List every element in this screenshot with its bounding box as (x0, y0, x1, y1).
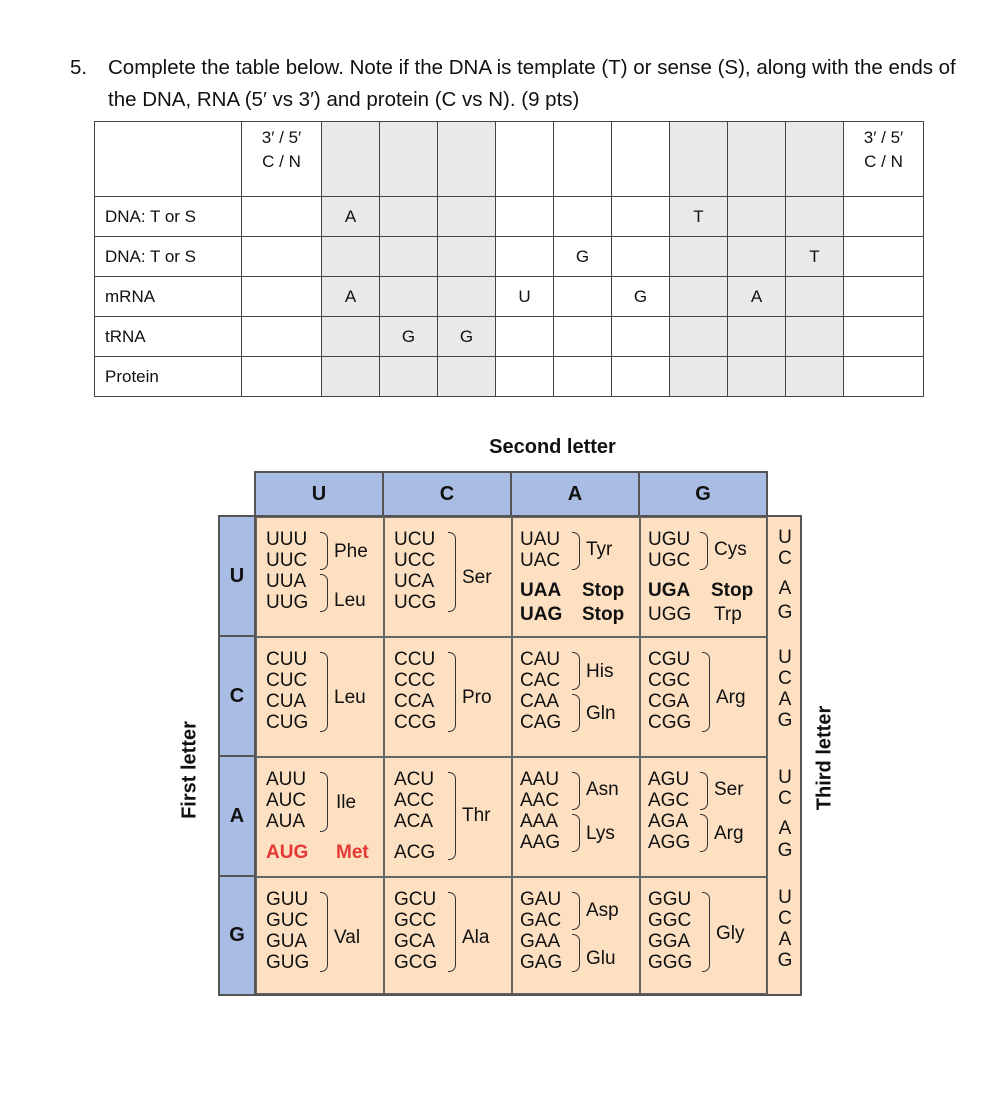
table-cell[interactable] (380, 277, 438, 317)
stop-codon: UAG (520, 604, 563, 625)
third-letter: G (777, 602, 793, 623)
codon-label: ACA (394, 811, 434, 832)
row-label: Protein (95, 357, 242, 397)
codon-label: CUA (266, 691, 307, 712)
codon-label: CUG (266, 712, 309, 733)
row-label: DNA: T or S (95, 197, 242, 237)
table-row (95, 277, 924, 317)
table-cell[interactable] (728, 317, 786, 357)
codon-label: UUC (266, 550, 308, 571)
table-cell[interactable] (554, 317, 612, 357)
table-cell[interactable] (496, 237, 554, 277)
amino-acid: Lys (586, 823, 615, 844)
codon-label: AUA (266, 811, 306, 832)
col-header-c: C (382, 471, 512, 517)
third-letter: G (777, 840, 793, 861)
third-letter: A (778, 578, 792, 599)
first-letter-title: First letter (178, 721, 201, 819)
right-end-header[interactable]: 3′ / 5′ C / N (844, 122, 924, 197)
table-cell[interactable] (242, 317, 322, 357)
third-letter: U (778, 527, 792, 548)
third-letter: G (777, 950, 793, 971)
codon-label: GGC (648, 910, 692, 931)
header-cell (670, 122, 728, 197)
codon-label: ACU (394, 769, 435, 790)
codon-label: CCU (394, 649, 436, 670)
codon-label: UAC (520, 550, 561, 571)
table-cell[interactable] (612, 357, 670, 397)
table-row (95, 357, 924, 397)
codon-label: CGU (648, 649, 691, 670)
table-cell[interactable] (322, 237, 380, 277)
codon-label: GUC (266, 910, 309, 931)
amino-acid: Ser (714, 779, 744, 800)
bracket (700, 532, 708, 570)
header-cell (612, 122, 670, 197)
table-cell[interactable]: G (612, 277, 670, 317)
codon-label: AGC (648, 790, 690, 811)
codon-label: AGU (648, 769, 690, 790)
stop-label: Stop (582, 604, 625, 625)
bracket (448, 652, 456, 732)
codon-label: ACC (394, 790, 435, 811)
third-letter: A (778, 689, 792, 710)
table-cell[interactable] (786, 317, 844, 357)
amino-acid: Trp (714, 604, 742, 625)
codon-label: AUC (266, 790, 307, 811)
header-cell (786, 122, 844, 197)
codon-label: UCG (394, 592, 437, 613)
codon-label: AGG (648, 832, 691, 853)
third-letter: U (778, 647, 792, 668)
codon-label: CAU (520, 649, 561, 670)
codon-label: CCA (394, 691, 435, 712)
codon-label: GAU (520, 889, 562, 910)
amino-acid: Asp (586, 900, 619, 921)
table-cell[interactable]: G (380, 317, 438, 357)
table-cell[interactable]: A (322, 277, 380, 317)
table-cell[interactable]: T (670, 197, 728, 237)
codon-label: UUA (266, 571, 307, 592)
header-cell (554, 122, 612, 197)
codon-label: UUU (266, 529, 308, 550)
table-cell[interactable] (728, 197, 786, 237)
bracket (320, 652, 328, 732)
codon-label: GCU (394, 889, 437, 910)
table-cell[interactable] (438, 197, 496, 237)
header-cell (496, 122, 554, 197)
col-header-a: A (510, 471, 640, 517)
codon-label: GUA (266, 931, 308, 952)
codon-grid (254, 515, 768, 996)
bracket (700, 772, 708, 810)
codon-label: UGU (648, 529, 691, 550)
amino-acid: Arg (716, 687, 746, 708)
table-cell[interactable]: A (728, 277, 786, 317)
bracket (702, 652, 710, 732)
table-cell[interactable] (844, 277, 924, 317)
codon-label: GGG (648, 952, 693, 973)
third-letter: C (778, 668, 792, 689)
table-cell[interactable] (380, 197, 438, 237)
amino-acid: His (586, 661, 614, 682)
bracket (700, 814, 708, 852)
row-header-u: U (218, 515, 256, 637)
amino-acid: Phe (334, 541, 368, 562)
third-letter: A (778, 818, 792, 839)
bracket (448, 532, 456, 612)
codon-label: UAU (520, 529, 561, 550)
codon-label: AAG (520, 832, 561, 853)
amino-acid: Pro (462, 687, 492, 708)
bracket (572, 652, 580, 690)
codon-label: CAC (520, 670, 561, 691)
codon-label: AUU (266, 769, 307, 790)
codon-label: GAG (520, 952, 563, 973)
table-row (95, 197, 924, 237)
codon-label: UCA (394, 571, 435, 592)
header-cell (322, 122, 380, 197)
bracket (448, 892, 456, 972)
amino-acid: Val (334, 927, 361, 948)
table-cell[interactable] (438, 237, 496, 277)
table-cell[interactable] (554, 357, 612, 397)
bracket (448, 772, 456, 860)
table-cell[interactable] (322, 317, 380, 357)
table-cell[interactable] (612, 197, 670, 237)
bracket (572, 814, 580, 852)
codon-label: UGC (648, 550, 691, 571)
table-cell[interactable] (242, 197, 322, 237)
third-letter: U (778, 767, 792, 788)
table-cell[interactable] (786, 197, 844, 237)
amino-acid: Arg (714, 823, 744, 844)
table-cell[interactable] (844, 197, 924, 237)
codon-label: UCC (394, 550, 436, 571)
third-letter-title: Third letter (813, 705, 836, 811)
row-header-a: A (218, 755, 256, 877)
bracket (572, 892, 580, 930)
stop-label: Stop (711, 580, 754, 601)
table-cell[interactable] (670, 237, 728, 277)
table-cell[interactable] (844, 317, 924, 357)
bracket (572, 772, 580, 810)
table-cell[interactable] (612, 237, 670, 277)
table-cell[interactable] (844, 357, 924, 397)
amino-acid: Leu (334, 687, 366, 708)
codon-label: AAC (520, 790, 560, 811)
table-cell[interactable] (496, 357, 554, 397)
stop-codon: UGA (648, 580, 691, 601)
table-cell[interactable] (670, 317, 728, 357)
bracket (572, 934, 580, 972)
codon-label: GCA (394, 931, 436, 952)
table-cell[interactable]: G (554, 237, 612, 277)
codon-label: CCC (394, 670, 436, 691)
codon-label: ACG (394, 842, 436, 863)
codon-label: CUU (266, 649, 308, 670)
bracket (320, 892, 328, 972)
row-label: mRNA (95, 277, 242, 317)
col-header-g: G (638, 471, 768, 517)
codon-label: GAA (520, 931, 561, 952)
codon-label: CGA (648, 691, 690, 712)
amino-acid: Gly (716, 923, 745, 944)
bracket (572, 532, 580, 570)
table-cell[interactable]: A (322, 197, 380, 237)
table-cell[interactable] (438, 357, 496, 397)
codon-label: GCG (394, 952, 438, 973)
table-cell[interactable] (554, 277, 612, 317)
table-cell[interactable] (728, 237, 786, 277)
codon-label: GUG (266, 952, 310, 973)
table-cell[interactable] (496, 317, 554, 357)
table-cell[interactable]: U (496, 277, 554, 317)
table-cell[interactable] (242, 357, 322, 397)
left-end-header[interactable]: 3′ / 5′ C / N (242, 122, 322, 197)
codon-label: CGG (648, 712, 692, 733)
start-amino-acid: Met (336, 842, 369, 863)
codon-label: CAG (520, 712, 562, 733)
codon-label: UCU (394, 529, 436, 550)
stop-label: Stop (582, 580, 625, 601)
header-cell (438, 122, 496, 197)
bracket (320, 532, 328, 570)
row-header-g: G (218, 875, 256, 996)
table-cell[interactable] (786, 357, 844, 397)
table-cell[interactable] (322, 357, 380, 397)
table-cell[interactable] (242, 237, 322, 277)
row-label: DNA: T or S (95, 237, 242, 277)
third-letter: C (778, 908, 792, 929)
amino-acid: Thr (462, 805, 491, 826)
codon-label: UUG (266, 592, 309, 613)
bracket (572, 694, 580, 732)
table-cell[interactable] (242, 277, 322, 317)
table-cell[interactable] (438, 277, 496, 317)
table-row (95, 317, 924, 357)
table-cell[interactable]: G (438, 317, 496, 357)
third-letter: C (778, 548, 792, 569)
table-cell[interactable] (380, 357, 438, 397)
codon-label: AGA (648, 811, 689, 832)
amino-acid: Leu (334, 590, 366, 611)
amino-acid: Ile (336, 792, 357, 813)
codon-label: GGA (648, 931, 691, 952)
problem-table (94, 121, 924, 397)
codon-label: AAU (520, 769, 560, 790)
question-text: Complete the table below. Note if the DNA is template (T) or sense (S), along with the ends of the DNA, RNA (5′ vs 3′) and protein (C vs N). (9 pts) (108, 56, 956, 111)
second-letter-title: Second letter (489, 436, 616, 458)
header-cell (728, 122, 786, 197)
codon-label: GUU (266, 889, 309, 910)
table-cell[interactable] (612, 317, 670, 357)
codon-label: GCC (394, 910, 437, 931)
codon-label: CGC (648, 670, 691, 691)
third-letter: U (778, 887, 792, 908)
codon-label: GGU (648, 889, 692, 910)
amino-acid: Glu (586, 948, 616, 969)
bracket (320, 772, 328, 832)
amino-acid: Ser (462, 567, 492, 588)
amino-acid: Tyr (586, 539, 613, 560)
table-cell[interactable] (380, 237, 438, 277)
codon-label: CAA (520, 691, 560, 712)
corner-cell (95, 122, 242, 197)
stop-codon: UAA (520, 580, 562, 601)
question-number: 5. (70, 56, 88, 79)
header-cell (380, 122, 438, 197)
codon-label: CCG (394, 712, 437, 733)
bracket (320, 574, 328, 612)
third-letter: G (777, 710, 793, 731)
amino-acid: Gln (586, 703, 616, 724)
table-row (95, 237, 924, 277)
bracket (702, 892, 710, 972)
table-cell[interactable] (844, 237, 924, 277)
row-header-c: C (218, 635, 256, 757)
amino-acid: Cys (714, 539, 747, 560)
table-cell[interactable]: T (786, 237, 844, 277)
amino-acid: Asn (586, 779, 619, 800)
header-row (95, 122, 924, 197)
row-label: tRNA (95, 317, 242, 357)
table-cell[interactable] (670, 277, 728, 317)
codon-label: UGG (648, 604, 692, 625)
table-cell[interactable] (554, 197, 612, 237)
table-cell[interactable] (670, 357, 728, 397)
codon-label: GAC (520, 910, 562, 931)
start-codon: AUG (266, 842, 309, 863)
amino-acid: Ala (462, 927, 490, 948)
table-cell[interactable] (728, 357, 786, 397)
codon-label: CUC (266, 670, 308, 691)
table-cell[interactable] (496, 197, 554, 237)
third-letter: A (778, 929, 792, 950)
third-letter: C (778, 788, 792, 809)
codon-label: AAA (520, 811, 559, 832)
table-cell[interactable] (786, 277, 844, 317)
col-header-u: U (254, 471, 384, 517)
